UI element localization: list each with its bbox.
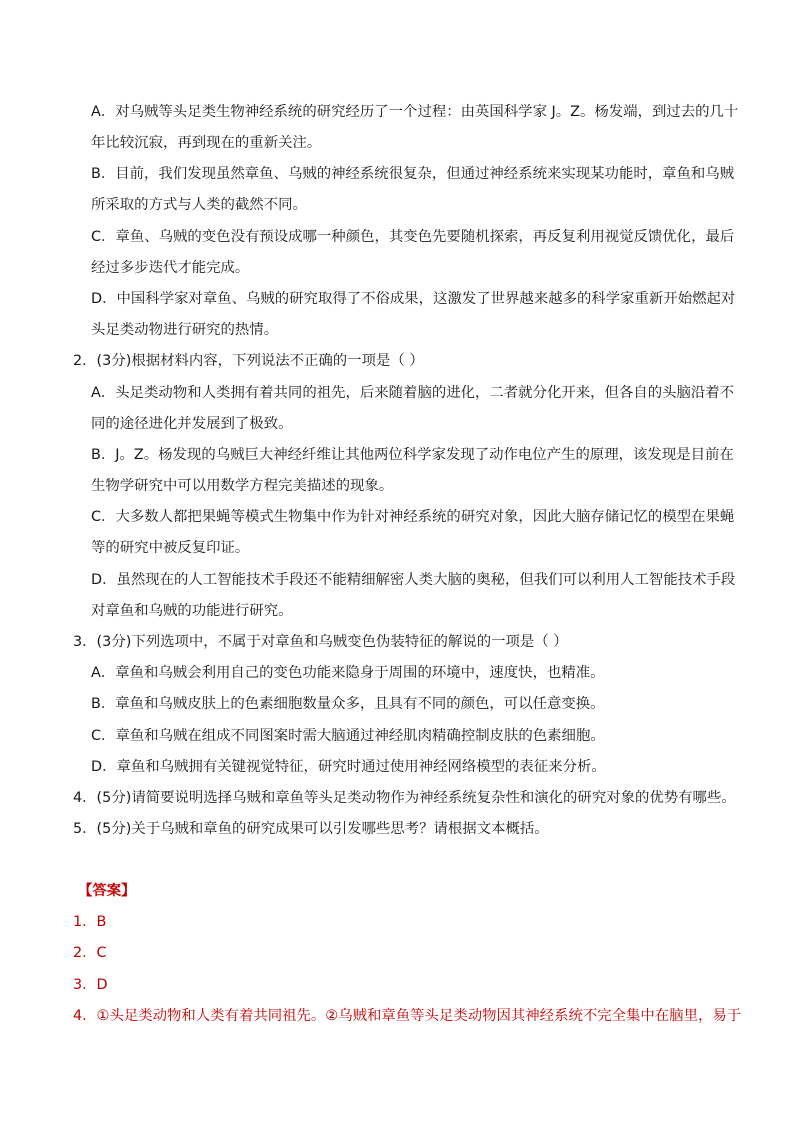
q1-option-d-line2: 头足类动物进行研究的热情。 (91, 322, 279, 338)
q1-option-b-line1: B．目前，我们发现虽然章鱼、乌贼的神经系统很复杂，但通过神经系统来实现某功能时，章鱼和乌贼 (91, 166, 735, 182)
q3-option-b: B．章鱼和乌贼皮肤上的色素细胞数量众多，且具有不同的颜色，可以任意变换。 (91, 696, 605, 712)
q2-option-b-line2: 生物学研究中可以用数学方程完美描述的现象。 (91, 478, 394, 494)
answer-number: 4． (73, 1008, 97, 1024)
q1-option-c-line1: C．章鱼、乌贼的变色没有预设成哪一种颜色，其变色先要随机探索，再反复利用视觉反馈优化，最后 (91, 229, 735, 245)
q3-option-c: C．章鱼和乌贼在组成不同图案时需大脑通过神经肌肉精确控制皮肤的色素细胞。 (91, 728, 605, 744)
q4-stem: 4．(5分)请简要说明选择乌贼和章鱼等头足类动物作为神经系统复杂性和演化的研究对象的优势有哪些。 (73, 790, 736, 806)
q2-option-d-line1: D．虽然现在的人工智能技术手段还不能精细解密人类大脑的奥秘，但我们可以利用人工智能技术手段 (91, 572, 736, 588)
q2-option-a-line1: A．头足类动物和人类拥有着共同的祖先，后来随着脑的进化，二者就分化开来，但各自的头脑沿着不 (91, 385, 735, 401)
answer-item (73, 912, 106, 932)
answer-heading: 【答案】 (78, 883, 136, 899)
answer-text: ①头足类动物和人类有着共同祖先。②乌贼和章鱼等头足类动物因其神经系统不完全集中在脑里，易于 (96, 1008, 742, 1024)
q3-stem: 3．(3分)下列选项中，不属于对章鱼和乌贼变色伪装特征的解说的一项是（ ） (73, 634, 568, 650)
q2-option-d-line2: 对章鱼和乌贼的功能进行研究。 (91, 603, 293, 619)
answer-value: C (96, 945, 107, 961)
q2-stem: 2．(3分)根据材料内容，下列说法不正确的一项是（ ） (73, 353, 424, 369)
answer-number: 2． (73, 945, 97, 961)
q1-option-c-line2: 经过多步迭代才能完成。 (91, 260, 250, 276)
answer-item (73, 943, 107, 963)
q1-option-a-line1: A．对乌贼等头足类生物神经系统的研究经历了一个过程：由英国科学家 J。Z。杨发端，到过去的几十 (91, 104, 739, 120)
q3-option-a: A．章鱼和乌贼会利用自己的变色功能来隐身于周围的环境中，速度快，也精准。 (91, 665, 605, 681)
q1-option-b-line2: 所采取的方式与人类的截然不同。 (91, 197, 307, 213)
q2-option-c-line2: 等的研究中被反复印证。 (91, 540, 250, 556)
q3-option-d: D．章鱼和乌贼拥有关键视觉特征，研究时通过使用神经网络模型的表征来分析。 (91, 759, 606, 775)
answer-item (73, 1006, 741, 1026)
q2-option-b-line1: B．J。Z。杨发现的乌贼巨大神经纤维让其他两位科学家发现了动作电位产生的原理，该发现是目前在 (91, 447, 734, 463)
q2-option-c-line1: C．大多数人都把果蝇等模式生物集中作为针对神经系统的研究对象，因此大脑存储记忆的模型在果蝇 (91, 509, 735, 525)
answer-value: D (96, 977, 108, 993)
q2-option-a-line2: 同的途径进化并发展到了极致。 (91, 416, 293, 432)
answer-value: B (96, 914, 107, 930)
q5-stem: 5．(5分)关于乌贼和章鱼的研究成果可以引发哪些思考？请根据文本概括。 (73, 821, 549, 837)
answer-number: 3． (73, 977, 97, 993)
answer-item (73, 975, 108, 995)
q1-option-d-line1: D．中国科学家对章鱼、乌贼的研究取得了不俗成果，这激发了世界越来越多的科学家重新开始燃起对 (91, 291, 736, 307)
q1-option-a-line2: 年比较沉寂，再到现在的重新关注。 (91, 135, 322, 151)
answer-number: 1． (73, 914, 97, 930)
